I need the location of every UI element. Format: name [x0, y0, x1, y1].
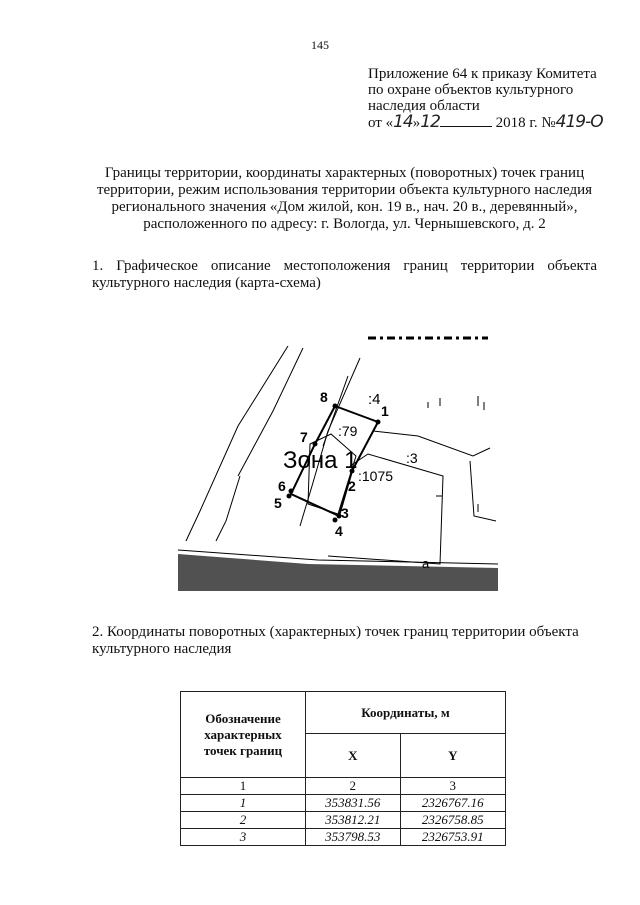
date-month: 12: [420, 112, 440, 132]
section-1-heading: 1. Графическое описание местоположения границ территории объекта: [92, 258, 597, 274]
date-underline: [440, 114, 492, 127]
parcel-right-outline: [470, 461, 496, 521]
point-label-4: 4: [335, 523, 343, 539]
section-2-heading-cont: культурного наследия: [92, 641, 232, 657]
table-index-row: 1 2 3: [181, 778, 506, 795]
appendix-header: [368, 66, 603, 131]
boundary-point-8: [333, 404, 338, 409]
parcel-label-4: :4: [368, 391, 381, 408]
title-line-1: Границы территории, координаты характерных (поворотных) точек границ: [104, 165, 585, 181]
table-row: 2 353812.21 2326758.85: [181, 812, 506, 829]
map-corner-text: a: [422, 556, 430, 571]
street-line-mid: [300, 358, 360, 526]
parcel-label-79: :79: [338, 423, 358, 439]
boundary-point-7: [313, 442, 318, 447]
page-number: 145: [311, 38, 329, 52]
title-line-2: территории, режим использования территории объекта культурного наследия: [96, 182, 593, 198]
order-number: 419-О: [555, 112, 603, 132]
document-title: [92, 165, 597, 233]
parcel-label-1075: :1075: [358, 468, 394, 484]
point-label-5: 5: [274, 495, 282, 511]
street-line-left-outer: [186, 346, 288, 541]
boundary-point-4: [333, 518, 338, 523]
appendix-line-3: наследия области: [368, 98, 480, 114]
appendix-line-1: Приложение 64 к приказу Комитета: [368, 66, 597, 82]
boundary-point-6: [289, 489, 294, 494]
map-marks: [428, 396, 484, 512]
boundary-point-5: [287, 494, 292, 499]
point-label-2: 2: [348, 478, 356, 494]
coordinates-table: [180, 691, 506, 846]
header-x: X: [306, 734, 401, 778]
section-1-heading-cont: культурного наследия (карта-схема): [92, 275, 321, 291]
appendix-date-line: от «14»12 2018 г. №419-О: [368, 112, 603, 132]
zone-label: Зона 1: [283, 447, 358, 474]
hatched-area: [178, 554, 498, 591]
point-label-8: 8: [320, 389, 328, 405]
date-day: 14: [393, 112, 413, 132]
title-line-4: расположенного по адресу: г. Вологда, ул. Чернышевского, д. 2: [143, 216, 546, 232]
section-2-heading: 2. Координаты поворотных (характерных) точек границ территории объекта: [92, 624, 579, 640]
appendix-line-2: по охране объектов культурного: [368, 82, 574, 98]
table-row: 3 353798.53 2326753.91: [181, 829, 506, 846]
point-label-6: 6: [278, 478, 286, 494]
point-label-7: 7: [300, 429, 308, 445]
point-label-1: 1: [381, 403, 389, 419]
header-y: Y: [400, 734, 505, 778]
boundary-map: [178, 336, 498, 591]
header-coordinates: Координаты, м: [306, 692, 506, 734]
date-prefix: от «: [368, 115, 394, 131]
title-line-3: регионального значения «Дом жилой, кон. 19 в., нач. 20 в., деревянный»,: [111, 199, 578, 215]
street-line-left-edge: [216, 476, 240, 541]
point-label-3: 3: [341, 505, 349, 521]
table-row: 1 353831.56 2326767.16: [181, 795, 506, 812]
date-year: 2018 г. №: [495, 115, 556, 131]
parcel-label-3: :3: [406, 450, 418, 466]
header-designation: Обозначение характерных точек границ: [181, 692, 306, 778]
parcel-3-outline: [373, 431, 490, 456]
boundary-point-1: [376, 420, 381, 425]
